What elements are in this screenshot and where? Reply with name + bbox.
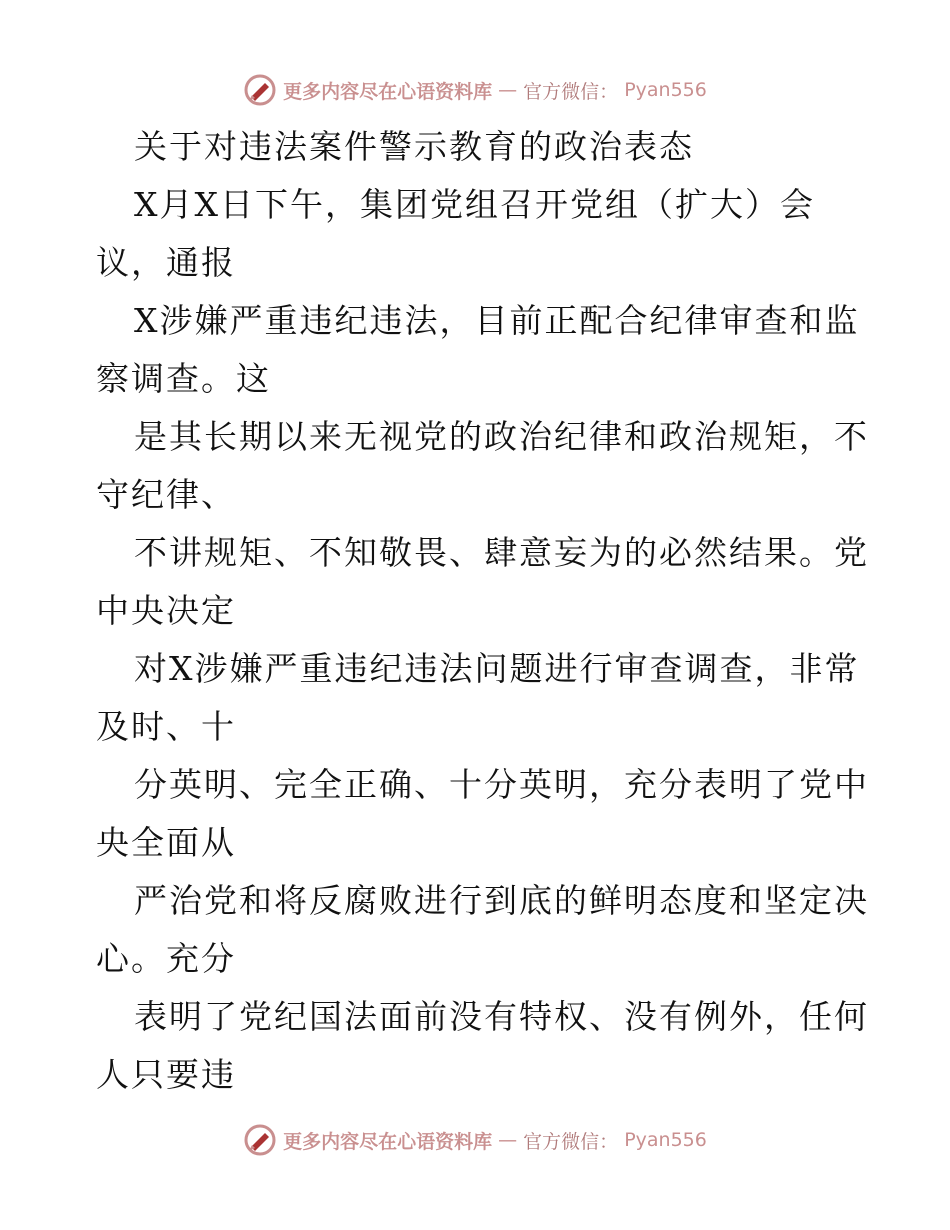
text-line: 中央决定 <box>96 591 236 630</box>
banner-wechat-id: Pyan556 <box>624 1129 707 1151</box>
pen-logo-icon <box>243 73 277 107</box>
banner-main-text: 更多内容尽在心语资料库 <box>283 1130 493 1153</box>
text-line: X月X日下午，集团党组召开党组（扩大）会 <box>134 185 815 224</box>
text-line: 严治党和将反腐败进行到底的鲜明态度和坚定决 <box>134 881 869 920</box>
pen-logo-icon <box>243 1123 277 1157</box>
text-line: 人只要违 <box>96 1055 236 1094</box>
header-watermark-banner <box>0 70 950 110</box>
text-line: 不讲规矩、不知敬畏、肆意妄为的必然结果。党 <box>134 533 869 572</box>
text-line: 及时、十 <box>96 707 236 746</box>
text-line: 议，通报 <box>96 243 236 282</box>
banner-dash: — <box>498 1129 518 1151</box>
text-line: 关于对违法案件警示教育的政治表态 <box>134 127 694 166</box>
document-body <box>96 118 876 1104</box>
banner-wechat-id: Pyan556 <box>624 79 707 101</box>
banner-sub-text: 官方微信： <box>523 1130 619 1153</box>
text-line: 央全面从 <box>96 823 236 862</box>
text-line: 是其长期以来无视党的政治纪律和政治规矩，不 <box>134 417 869 456</box>
footer-watermark-banner <box>0 1120 950 1160</box>
text-line: 心。充分 <box>96 939 236 978</box>
text-line: 察调查。这 <box>96 359 271 398</box>
text-line: 分英明、完全正确、十分英明，充分表明了党中 <box>134 765 869 804</box>
text-line: X涉嫌严重违纪违法，目前正配合纪律审查和监 <box>134 301 860 340</box>
banner-dash: — <box>498 79 518 101</box>
text-line: 对X涉嫌严重违纪违法问题进行审查调查，非常 <box>134 649 860 688</box>
banner-sub-text: 官方微信： <box>523 80 619 103</box>
text-line: 守纪律、 <box>96 475 236 514</box>
banner-main-text: 更多内容尽在心语资料库 <box>283 80 493 103</box>
text-line: 表明了党纪国法面前没有特权、没有例外，任何 <box>134 997 869 1036</box>
